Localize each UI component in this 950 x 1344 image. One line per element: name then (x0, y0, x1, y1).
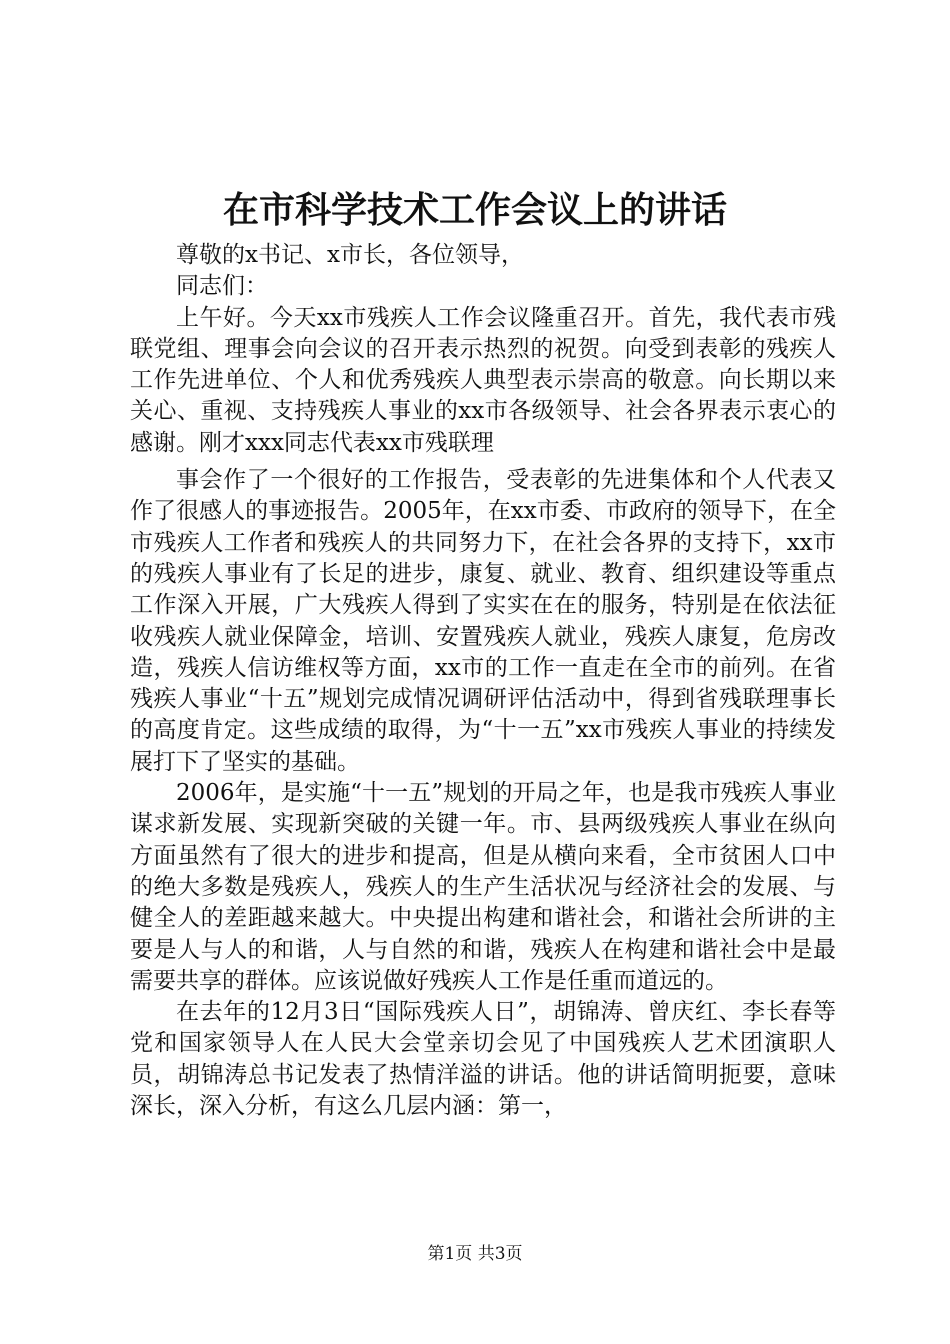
salutation-line: 同志们： (176, 273, 268, 300)
body-paragraph: 事会作了一个很好的工作报告，受表彰的先进集体和个人代表又作了很感人的事迹报告。2005年，在xx市委、市政府的领导下，在全市残疾人工作者和残疾人的共同努力下，在社会各界的支持下，xx市的残疾人事业有了长足的进步，康复、就业、教育、组织建设等重点工作深入开展，广大残疾人得到了实实在在的服务，特别是在依法征收残疾人就业保障金，培训、安置残疾人就业，残疾人康复，危房改造，残疾人信访维权等方面，xx市的工作一直走在全市的前列。在省残疾人事业“十五”规划完成情况调研评估活动中，得到省残联理事长的高度肯定。这些成绩的取得，为“十一五”xx市残疾人事业的持续发展打下了坚实的基础。 (130, 467, 836, 775)
body-paragraph: 上午好。今天xx市残疾人工作会议隆重召开。首先，我代表市残联党组、理事会向会议的召开表示热烈的祝贺。向受到表彰的残疾人工作先进单位、个人和优秀残疾人典型表示崇高的敬意。向长期以来关心、重视、支持残疾人事业的xx市各级领导、社会各界表示衷心的感谢。刚才xxx同志代表xx市残联理 (130, 304, 836, 456)
salutation-line: 尊敬的x书记、x市长，各位领导， (176, 242, 524, 268)
document-title: 在市科学技术工作会议上的讲话 (222, 189, 727, 231)
body-paragraph: 在去年的12月3日“国际残疾人日”，胡锦涛、曾庆红、李长春等党和国家领导人在人民大会堂亲切会见了中国残疾人艺术团演职人员，胡锦涛总书记发表了热情洋溢的讲话。他的讲话简明扼要，意味深长，深入分析，有这么几层内涵：第一， (130, 999, 836, 1120)
body-paragraph: 2006年，是实施“十一五”规划的开局之年，也是我市残疾人事业谋求新发展、实现新突破的关键一年。市、县两级残疾人事业在纵向方面虽然有了很大的进步和提高，但是从横向来看，全市贫困人口中的绝大多数是残疾人，残疾人的生产生活状况与经济社会的发展、与健全人的差距越来越大。中央提出构建和谐社会，和谐社会所讲的主要是人与人的和谐，人与自然的和谐，残疾人在构建和谐社会中是最需要共享的群体。应该说做好残疾人工作是任重而道远的。 (130, 780, 836, 994)
page-number-footer: 第1页 共3页 (427, 1244, 523, 1264)
document-body (130, 240, 836, 1122)
